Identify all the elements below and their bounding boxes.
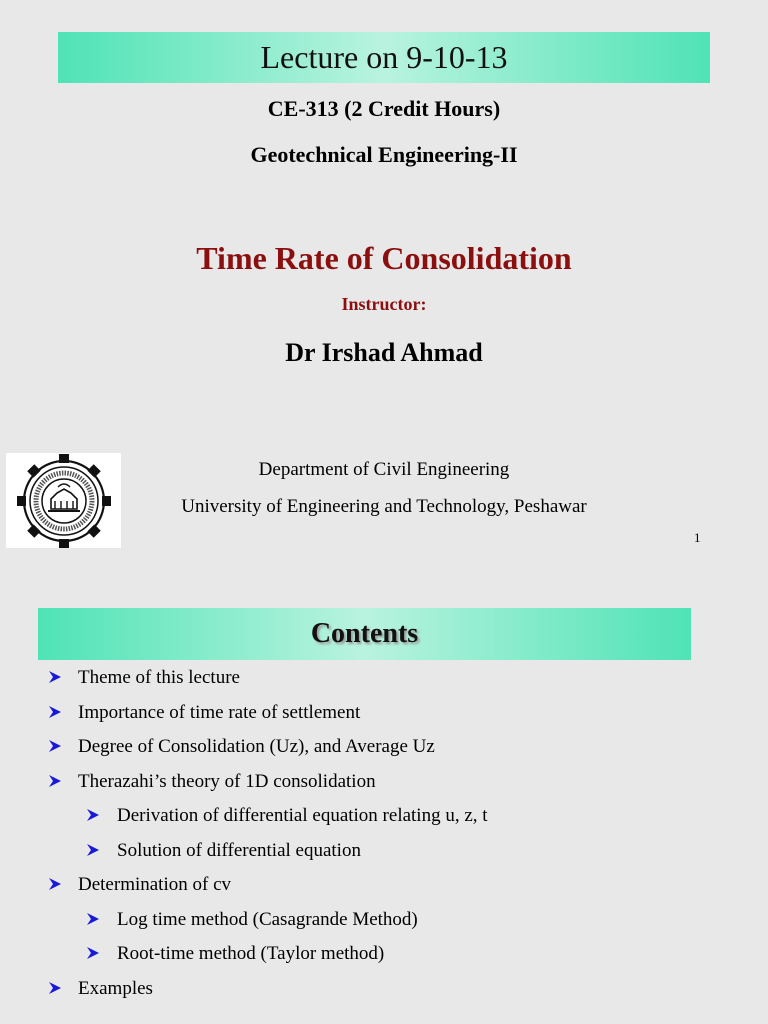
list-item xyxy=(0,975,768,1010)
arrow-bullet-icon xyxy=(48,739,62,753)
course-code: CE-313 (2 Credit Hours) xyxy=(267,96,501,121)
arrow-bullet-icon xyxy=(48,670,62,684)
arrow-bullet-icon xyxy=(48,877,62,891)
university-name: University of Engineering and Technology, Peshawar xyxy=(181,496,587,517)
list-item xyxy=(0,802,768,837)
slide-number: 1 xyxy=(694,530,701,545)
list-item-text: Examples xyxy=(78,977,153,999)
contents-list xyxy=(0,664,768,1009)
list-item xyxy=(0,768,768,803)
list-item-text: Solution of differential equation xyxy=(117,839,361,861)
contents-slide xyxy=(0,580,768,1024)
arrow-bullet-icon xyxy=(86,843,100,857)
arrow-bullet-icon xyxy=(48,981,62,995)
arrow-bullet-icon xyxy=(48,774,62,788)
list-item xyxy=(0,699,768,734)
list-item-text: Theme of this lecture xyxy=(78,667,240,688)
instructor-label: Instructor: xyxy=(341,294,427,314)
course-name: Geotechnical Engineering-II xyxy=(250,142,518,167)
department-name: Department of Civil Engineering xyxy=(258,459,510,480)
list-item-text: Root-time method (Taylor method) xyxy=(117,943,385,964)
list-item-text: Importance of time rate of settlement xyxy=(78,701,361,723)
list-item xyxy=(0,906,768,941)
list-item-text: Log time method (Casagrande Method) xyxy=(117,908,418,930)
title-banner xyxy=(58,32,710,83)
list-item xyxy=(0,871,768,906)
lecture-title: Lecture on 9-10-13 xyxy=(260,39,508,75)
arrow-bullet-icon xyxy=(86,808,100,822)
arrow-bullet-icon xyxy=(86,946,100,960)
list-item-text: Therazahi’s theory of 1D consolidation xyxy=(78,770,376,792)
list-item xyxy=(0,664,768,699)
contents-title: Contents xyxy=(310,618,419,649)
lecture-topic: Time Rate of Consolidation xyxy=(196,240,572,276)
list-item xyxy=(0,940,768,975)
arrow-bullet-icon xyxy=(48,705,62,719)
arrow-bullet-icon xyxy=(86,912,100,926)
contents-banner xyxy=(38,608,691,660)
list-item-text: Determination of cv xyxy=(78,874,232,895)
instructor-name: Dr Irshad Ahmad xyxy=(285,338,483,367)
list-item xyxy=(0,733,768,768)
list-item-text: Derivation of differential equation relating u, z, t xyxy=(117,805,488,826)
list-item-text: Degree of Consolidation (Uz), and Average Uz xyxy=(78,736,435,757)
list-item xyxy=(0,837,768,872)
